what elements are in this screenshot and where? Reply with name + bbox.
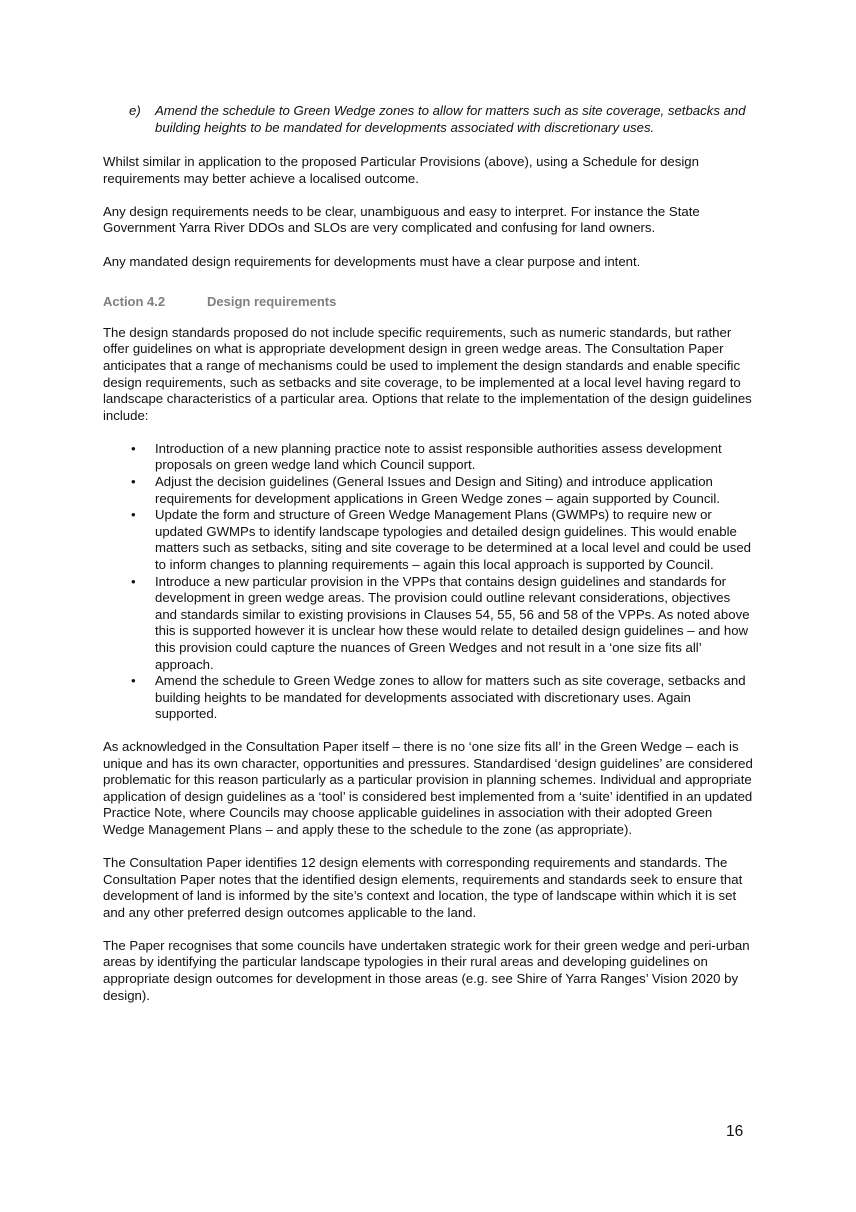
- bullet-icon: •: [131, 573, 136, 589]
- list-item: [103, 673, 753, 723]
- list-item: [103, 474, 753, 507]
- paragraph: The Consultation Paper identifies 12 design elements with corresponding requirements and standards. The Consultation Paper notes that the identified design elements, requirements and standards seek to ensure that development of land is informed by the site’s context and location, the type of landscape within which it is set and any other preferred design outcomes applicable to the land.: [103, 854, 743, 920]
- paragraph: Any mandated design requirements for developments must have a clear purpose and intent.: [103, 253, 641, 269]
- list-item: [103, 507, 753, 573]
- bullet-icon: •: [131, 440, 136, 456]
- bullet-icon: •: [131, 673, 136, 689]
- list-item-text: Introduce a new particular provision in the VPPs that contains design guidelines and standards for development in green wedge areas. The provision could outline relevant considerations, objectives and standards similar to existing provisions in Clauses 54, 55, 56 and 58 of the VPPs. As noted above this is supported however it is unclear how these would relate to detailed design guidelines – and how this provision could capture the nuances of Green Wedges and not result in a ‘one size fits all’ approach.: [155, 573, 750, 672]
- paragraph: Any design requirements needs to be clear, unambiguous and easy to interpret. For instance the State Government Yarra River DDOs and SLOs are very complicated and confusing for land owners.: [103, 203, 700, 236]
- bullet-icon: •: [131, 507, 136, 523]
- list-item: [103, 441, 753, 474]
- list-item-text: Adjust the decision guidelines (General Issues and Design and Siting) and introduce application requirements for development applications in Green Wedge zones – again supported by Council.: [155, 474, 720, 506]
- paragraph: The design standards proposed do not include specific requirements, such as numeric standards, but rather offer guidelines on what is appropriate development design in green wedge areas. The Consultation Paper anticipates that a range of mechanisms could be used to implement the design standards and enable specific design requirements, such as setbacks and site coverage, to be implemented at a local level having regard to landscape characteristics of a particular area. Options that relate to the implementation of the design guidelines include:: [103, 324, 752, 423]
- paragraph: The Paper recognises that some councils have undertaken strategic work for their green wedge and peri-urban areas by identifying the particular landscape typologies in their rural areas and developing guidelines on appropriate design outcomes for development in those areas (e.g. see Shire of Yarra Ranges’ Vision 2020 by design).: [103, 937, 750, 1003]
- paragraph: Whilst similar in application to the proposed Particular Provisions (above), using a Schedule for design requirements may better achieve a localised outcome.: [103, 154, 699, 186]
- paragraph: As acknowledged in the Consultation Paper itself – there is no ‘one size fits all’ in the Green Wedge – each is unique and has its own character, opportunities and pressures. Standardised ‘design guidelines’ are considered problematic for this reason particularly as a particular provision in planning schemes. Individual and appropriate application of design guidelines as a ‘tool’ is considered best implemented from a ‘suite’ identified in an updated Practice Note, where Councils may choose applicable guidelines in association with their adopted Green Wedge Management Plans – and apply these to the schedule to the zone (as appropriate).: [103, 738, 753, 837]
- section-heading: [103, 294, 753, 311]
- bullet-icon: •: [131, 474, 136, 489]
- list-item-text: Amend the schedule to Green Wedge zones to allow for matters such as site coverage, setbacks and building heights to be mandated for developments associated with discretionary uses.: [155, 103, 746, 135]
- section-title: Design requirements: [207, 294, 337, 310]
- list-marker: e): [129, 103, 141, 118]
- list-item: [103, 574, 753, 674]
- list-item-e: [103, 103, 753, 136]
- list-item-text: Introduction of a new planning practice note to assist responsible authorities assess development proposals on green wedge land which Council support.: [155, 440, 722, 473]
- bullet-list: [103, 441, 753, 723]
- document-page: [103, 103, 753, 1021]
- page-number: 16: [726, 1123, 744, 1140]
- list-item-text: Amend the schedule to Green Wedge zones to allow for matters such as site coverage, setbacks and building heights to be mandated for developments associated with discretionary uses. Again supported.: [155, 673, 746, 722]
- list-item-text: Update the form and structure of Green Wedge Management Plans (GWMPs) to require new or updated GWMPs to identify landscape typologies and detailed design guidelines. This would enable matters such as setbacks, siting and site coverage to be determined at a local level and could be used to inform changes to planning requirements – again this local approach is supported by Council.: [155, 507, 751, 572]
- section-number: Action 4.2: [103, 294, 166, 310]
